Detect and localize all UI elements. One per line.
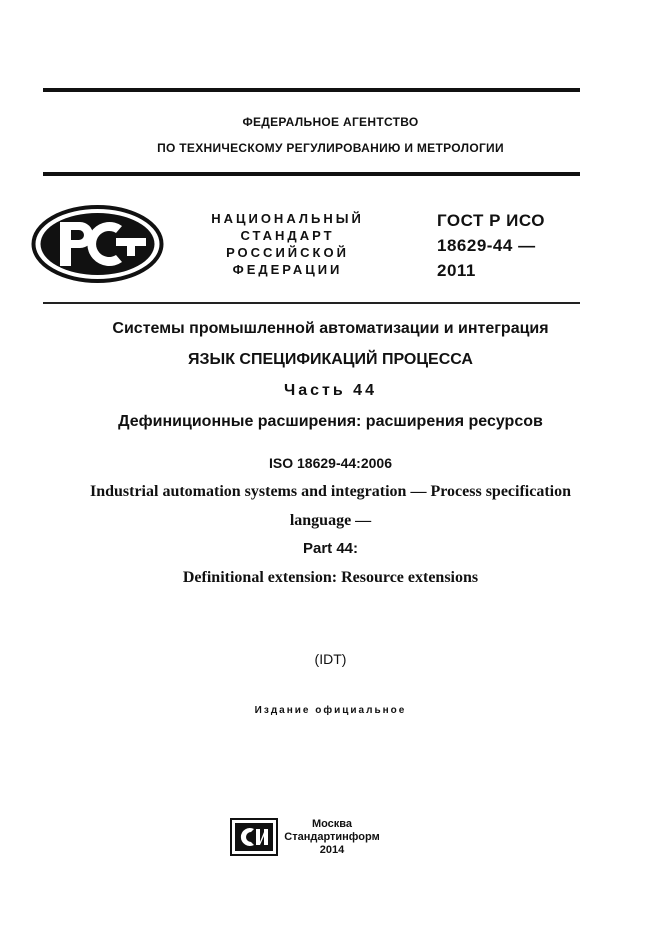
rst-logo-icon <box>30 204 165 284</box>
subtitle: Дефиниционные расширения: расширения ресурсов <box>118 413 543 430</box>
standard-code-line: ГОСТ Р ИСО <box>437 211 545 230</box>
edition-label: Издание официальное <box>254 705 407 716</box>
iso-number: ISO 18629-44:2006 <box>269 455 392 471</box>
iso-title-line1: Industrial automation systems and integration — Process specification <box>89 483 572 500</box>
title-rule <box>43 302 580 304</box>
standard-type <box>205 210 370 278</box>
publisher-year: 2014 <box>319 844 345 856</box>
idt-label: (IDT) <box>314 651 347 667</box>
standartinform-logo-icon <box>230 818 278 856</box>
header-rule <box>43 172 580 176</box>
standard-type-line: РОССИЙСКОЙ <box>226 245 349 260</box>
standard-type-line: СТАНДАРТ <box>240 228 335 243</box>
part-title: Часть 44 <box>284 382 377 399</box>
iso-title-line2: language — <box>289 512 372 529</box>
publisher-city: Москва <box>311 818 353 830</box>
top-rule <box>43 88 580 92</box>
standard-code <box>437 208 545 283</box>
publisher-name: Стандартинформ <box>284 831 380 843</box>
agency-line2: ПО ТЕХНИЧЕСКОМУ РЕГУЛИРОВАНИЮ И МЕТРОЛОГИИ <box>157 141 504 155</box>
standard-code-line: 2011 <box>437 261 476 280</box>
standard-type-line: НАЦИОНАЛЬНЫЙ <box>211 211 364 226</box>
series-title: Системы промышленной автоматизации и интеграция <box>112 320 549 337</box>
standard-type-line: ФЕДЕРАЦИИ <box>232 262 343 277</box>
publisher-block <box>282 818 382 857</box>
language-title: ЯЗЫК СПЕЦИФИКАЦИЙ ПРОЦЕССА <box>188 351 473 368</box>
standard-code-line: 18629-44 — <box>437 236 536 255</box>
iso-subtitle: Definitional extension: Resource extensions <box>182 569 479 586</box>
agency-line1: ФЕДЕРАЛЬНОЕ АГЕНТСТВО <box>242 115 419 129</box>
iso-part: Part 44: <box>302 540 359 557</box>
